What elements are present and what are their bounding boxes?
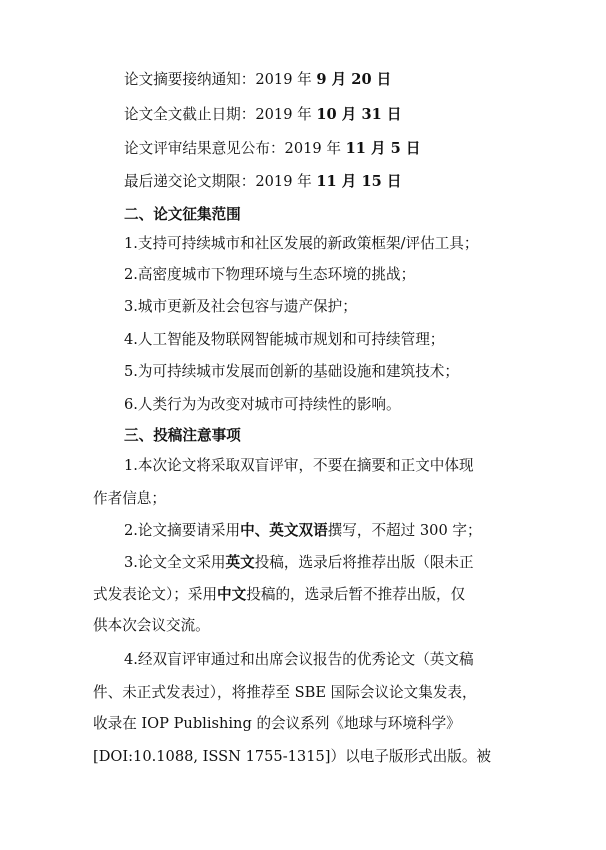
scope-item: 1.支持可持续城市和社区发展的新政策框架/评估工具； bbox=[124, 235, 479, 252]
note-2-text-pre: 2.论文摘要请采用 bbox=[124, 522, 241, 539]
scope-item: 4.人工智能及物联网智能城市规划和可持续管理； bbox=[124, 331, 445, 348]
note-3-text-pre: 3.论文全文采用 bbox=[124, 554, 226, 571]
note-1-line-2: 作者信息； bbox=[93, 490, 166, 507]
date-year: 2019 年 bbox=[284, 140, 346, 157]
note-2-line bbox=[0, 521, 606, 541]
date-line-abstract-notice bbox=[0, 70, 606, 90]
note-3-text-post: 投稿的，选录后暂不推荐出版，仅 bbox=[246, 586, 466, 603]
note-4-line-1: 4.经双盲评审通过和出席会议报告的优秀论文（英文稿 bbox=[124, 651, 474, 668]
note-3-text-pre: 式发表论文）；采用 bbox=[93, 586, 218, 603]
note-4-line-4: [DOI:10.1088, ISSN 1755-1315]）以电子版形式出版。被 bbox=[93, 748, 492, 765]
note-2-text-bold: 中、英文双语 bbox=[240, 522, 328, 539]
scope-item: 2.高密度城市下物理环境与生态环境的挑战； bbox=[124, 266, 416, 283]
date-line-final-submission bbox=[0, 172, 606, 192]
note-3-text-bold: 中文 bbox=[217, 586, 247, 603]
note-3-line-3: 供本次会议交流。 bbox=[93, 617, 210, 634]
note-3-text-bold: 英文 bbox=[225, 554, 255, 571]
note-1-line-1: 1.本次论文将采取双盲评审，不要在摘要和正文中体现 bbox=[124, 457, 474, 474]
section-heading-submission-notes: 三、投稿注意事项 bbox=[124, 427, 241, 444]
date-month-day: 9 月 20 日 bbox=[316, 71, 392, 88]
date-month-day: 11 月 15 日 bbox=[316, 173, 402, 190]
date-line-fulltext-deadline bbox=[0, 105, 606, 125]
date-year: 2019 年 bbox=[255, 173, 317, 190]
date-label: 论文全文截止日期： bbox=[124, 106, 256, 123]
scope-item: 6.人类行为为改变对城市可持续性的影响。 bbox=[124, 396, 401, 413]
date-line-review-result bbox=[0, 139, 606, 159]
date-label: 论文摘要接纳通知： bbox=[124, 71, 256, 88]
date-label: 论文评审结果意见公布： bbox=[124, 140, 285, 157]
note-4-line-3: 收录在 IOP Publishing 的会议系列《地球与环境科学》 bbox=[93, 715, 461, 732]
note-3-line-1 bbox=[0, 553, 606, 573]
date-year: 2019 年 bbox=[255, 106, 317, 123]
section-heading-scope: 二、论文征集范围 bbox=[124, 206, 241, 223]
date-year: 2019 年 bbox=[255, 71, 317, 88]
scope-item: 3.城市更新及社会包容与遗产保护； bbox=[124, 298, 357, 315]
note-3-text-post: 投稿，选录后将推荐出版（限未正 bbox=[254, 554, 474, 571]
date-month-day: 10 月 31 日 bbox=[316, 106, 402, 123]
note-2-text-post: 撰写，不超过 300 字； bbox=[327, 522, 482, 539]
scope-item: 5.为可持续城市发展而创新的基础设施和建筑技术； bbox=[124, 363, 459, 380]
date-label: 最后递交论文期限： bbox=[124, 173, 256, 190]
date-month-day: 11 月 5 日 bbox=[345, 140, 421, 157]
note-4-line-2: 件、未正式发表过），将推荐至 SBE 国际会议论文集发表， bbox=[93, 684, 477, 701]
note-3-line-2 bbox=[0, 585, 606, 605]
